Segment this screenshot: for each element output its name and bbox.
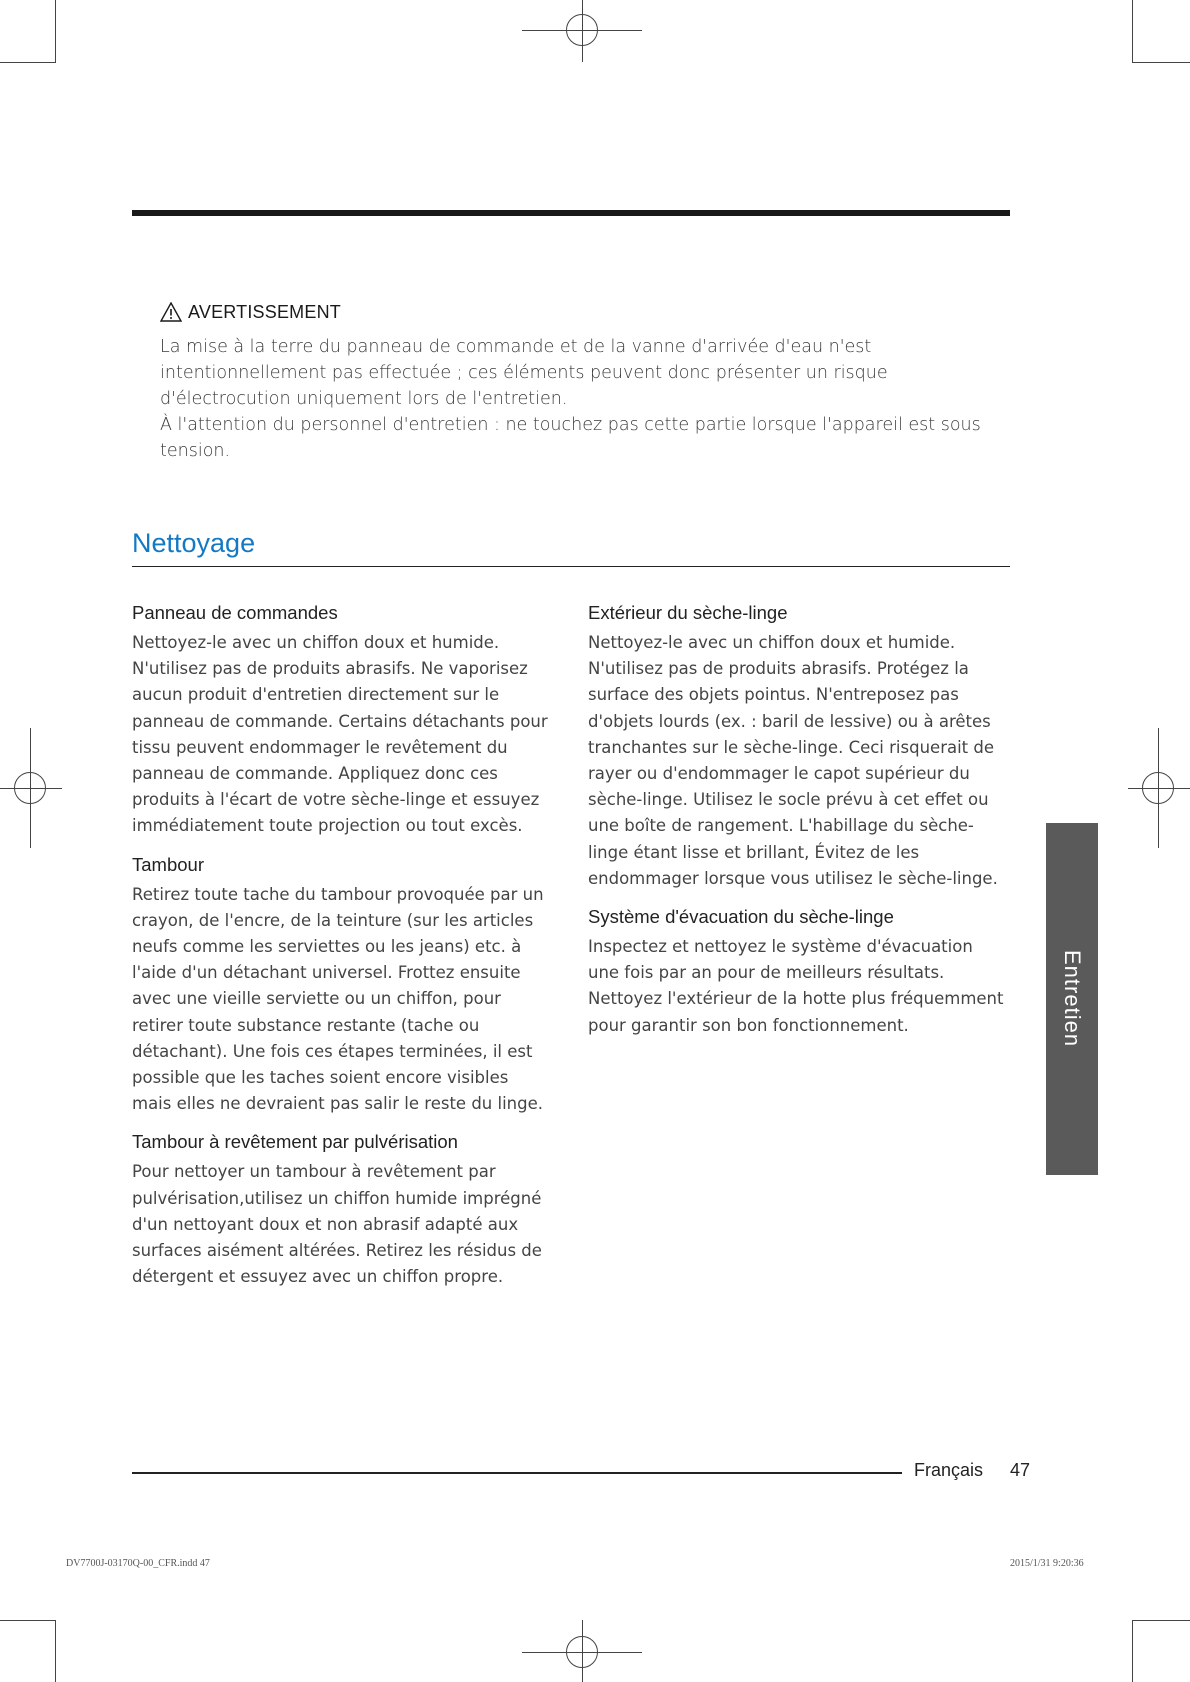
section-title: Nettoyage xyxy=(132,528,256,558)
header-rule xyxy=(132,210,1010,216)
print-slug-timestamp: 2015/1/31 9:20:36 xyxy=(1010,1558,1084,1569)
crop-mark-top-left-v xyxy=(55,0,56,62)
block-text: Nettoyez-le avec un chiffon doux et humide. N'utilisez pas de produits abrasifs. Protégez la surface des objets pointus. N'entreposez pas d'objets lourds (ex. : baril de lessive) ou à arêtes tranchantes sur le sèche-linge. Ceci risquerait de rayer ou d'endommager le capot supérieur du sèche-linge. Utilisez le socle prévu à cet effet ou une boîte de rangement. L'habillage du sèche-linge étant lisse et brillant, Évitez de les endommager lorsque vous utilisez le sèche-linge. xyxy=(588,633,998,888)
warning-body xyxy=(160,334,1000,464)
crop-mark-bottom-right-h xyxy=(1132,1620,1190,1621)
block-heading: Système d'évacuation du sèche-linge xyxy=(588,906,894,928)
cleaning-block-coated-drum xyxy=(132,1129,552,1290)
crop-mark-top-right-v xyxy=(1132,0,1133,62)
block-text: Retirez toute tache du tambour provoquée par un crayon, de l'encre, de la teinture (sur les articles neufs comme les serviettes ou les jeans) etc. à l'aide d'un détachant universel. Frottez ensuite avec une vieille serviette ou un chiffon, pour retirer toute substance restante (tache ou détachant). Une fois ces étapes terminées, il est possible que les taches soient encore visibles mais elles ne devraient pas salir le reste du linge. xyxy=(132,884,544,1114)
footer-rule xyxy=(132,1472,902,1474)
page-number: 47 xyxy=(1010,1460,1031,1480)
block-heading: Tambour à revêtement par pulvérisation xyxy=(132,1131,458,1153)
cleaning-block-exhaust xyxy=(588,904,1008,1039)
cleaning-block-drum xyxy=(132,852,552,1118)
footer-language: Français xyxy=(914,1460,984,1480)
warning-title: AVERTISSEMENT xyxy=(188,301,341,322)
block-heading: Panneau de commandes xyxy=(132,602,338,623)
warning-paragraph: La mise à la terre du panneau de commande et de la vanne d'arrivée d'eau n'est intentionnellement pas effectuée ; ces éléments peuvent donc présenter un risque d'électrocution uniquement lors de l'entretien. xyxy=(160,337,888,409)
section-rule xyxy=(132,566,1010,567)
crop-mark-bottom-right-v xyxy=(1132,1620,1133,1682)
block-heading: Extérieur du sèche-linge xyxy=(588,602,788,623)
crop-mark-bottom-left-v xyxy=(55,1620,56,1682)
chapter-side-tab xyxy=(1046,823,1098,1175)
block-text: Nettoyez-le avec un chiffon doux et humide. N'utilisez pas de produits abrasifs. Ne vaporisez aucun produit d'entretien directement sur le panneau de commande. Certains détachants pour tissu peuvent endommager le revêtement du panneau de commande. Appliquez donc ces produits à l'écart de votre sèche-linge et essuyez immédiatement toute projection ou tout excès. xyxy=(132,633,548,836)
block-text: Pour nettoyer un tambour à revêtement par pulvérisation,utilisez un chiffon humide imprégné d'un nettoyant doux et non abrasif adapté aux surfaces aisément altérées. Retirez les résidus de détergent et essuyez avec un chiffon propre. xyxy=(132,1162,542,1287)
chapter-side-tab-label: Entretien xyxy=(1060,950,1085,1048)
block-text: Inspectez et nettoyez le système d'évacuation une fois par an pour de meilleurs résultats. Nettoyez l'extérieur de la hotte plus fréquemment pour garantir son bon fonctionnement. xyxy=(588,937,1004,1035)
crop-mark-top-right-h xyxy=(1132,62,1190,63)
left-column xyxy=(132,600,552,1302)
warning-triangle-icon xyxy=(160,302,182,322)
block-heading: Tambour xyxy=(132,853,204,875)
warning-heading xyxy=(160,300,341,324)
cleaning-block-control-panel xyxy=(132,600,552,840)
crop-mark-bottom-left-h xyxy=(0,1620,56,1621)
cleaning-block-exterior xyxy=(588,600,1008,892)
warning-paragraph: À l'attention du personnel d'entretien : ne touchez pas cette partie lorsque l'appareil est sous tension. xyxy=(160,415,981,461)
right-column xyxy=(588,600,1008,1051)
print-slug-file: DV7700J-03170Q-00_CFR.indd 47 xyxy=(66,1558,210,1569)
crop-mark-top-left-h xyxy=(0,62,56,63)
